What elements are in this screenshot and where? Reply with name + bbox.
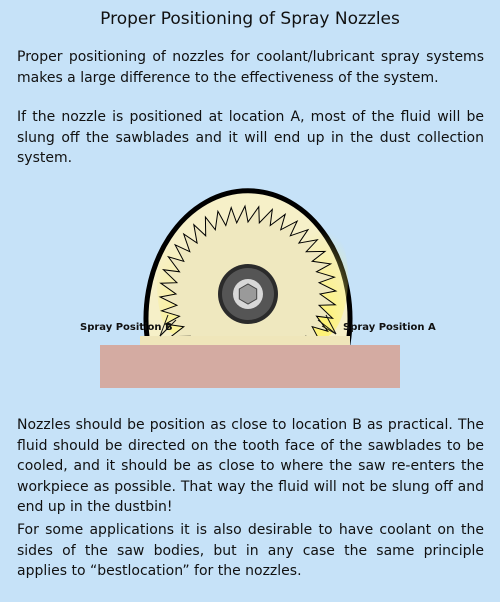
intro-paragraph: Proper positioning of nozzles for coolant/lubricant spray systems makes a large difference to the effectiveness of the system. (17, 49, 484, 86)
location-b-paragraph: Nozzles should be position as close to location B as practical. The fluid should be directed on the tooth face of the sawblades to be cooled, and it should be as close to where the saw re-enters the workpiece as possible. That way the fluid will not be slung off and end up in the dustbin! (17, 417, 484, 515)
side-coolant-paragraph: For some applications it is also desirable to have coolant on the sides of the saw bodies, but in any case the same principle applies to “bestlocation” for the nozzles. (17, 522, 484, 579)
saw-diagram (0, 160, 500, 400)
spray-position-a-label: Spray Position A (343, 322, 436, 333)
page-title: Proper Positioning of Spray Nozzles (100, 9, 400, 29)
arbor-nut (239, 284, 256, 304)
location-a-paragraph: If the nozzle is positioned at location A, most of the fluid will be slung off the sawblades and it will end up in the dust collection system. (17, 109, 484, 166)
workpiece (100, 345, 400, 388)
spray-position-b-label: Spray Position B (80, 322, 173, 333)
table-strip (140, 336, 350, 346)
saw-diagram-svg (0, 160, 500, 400)
